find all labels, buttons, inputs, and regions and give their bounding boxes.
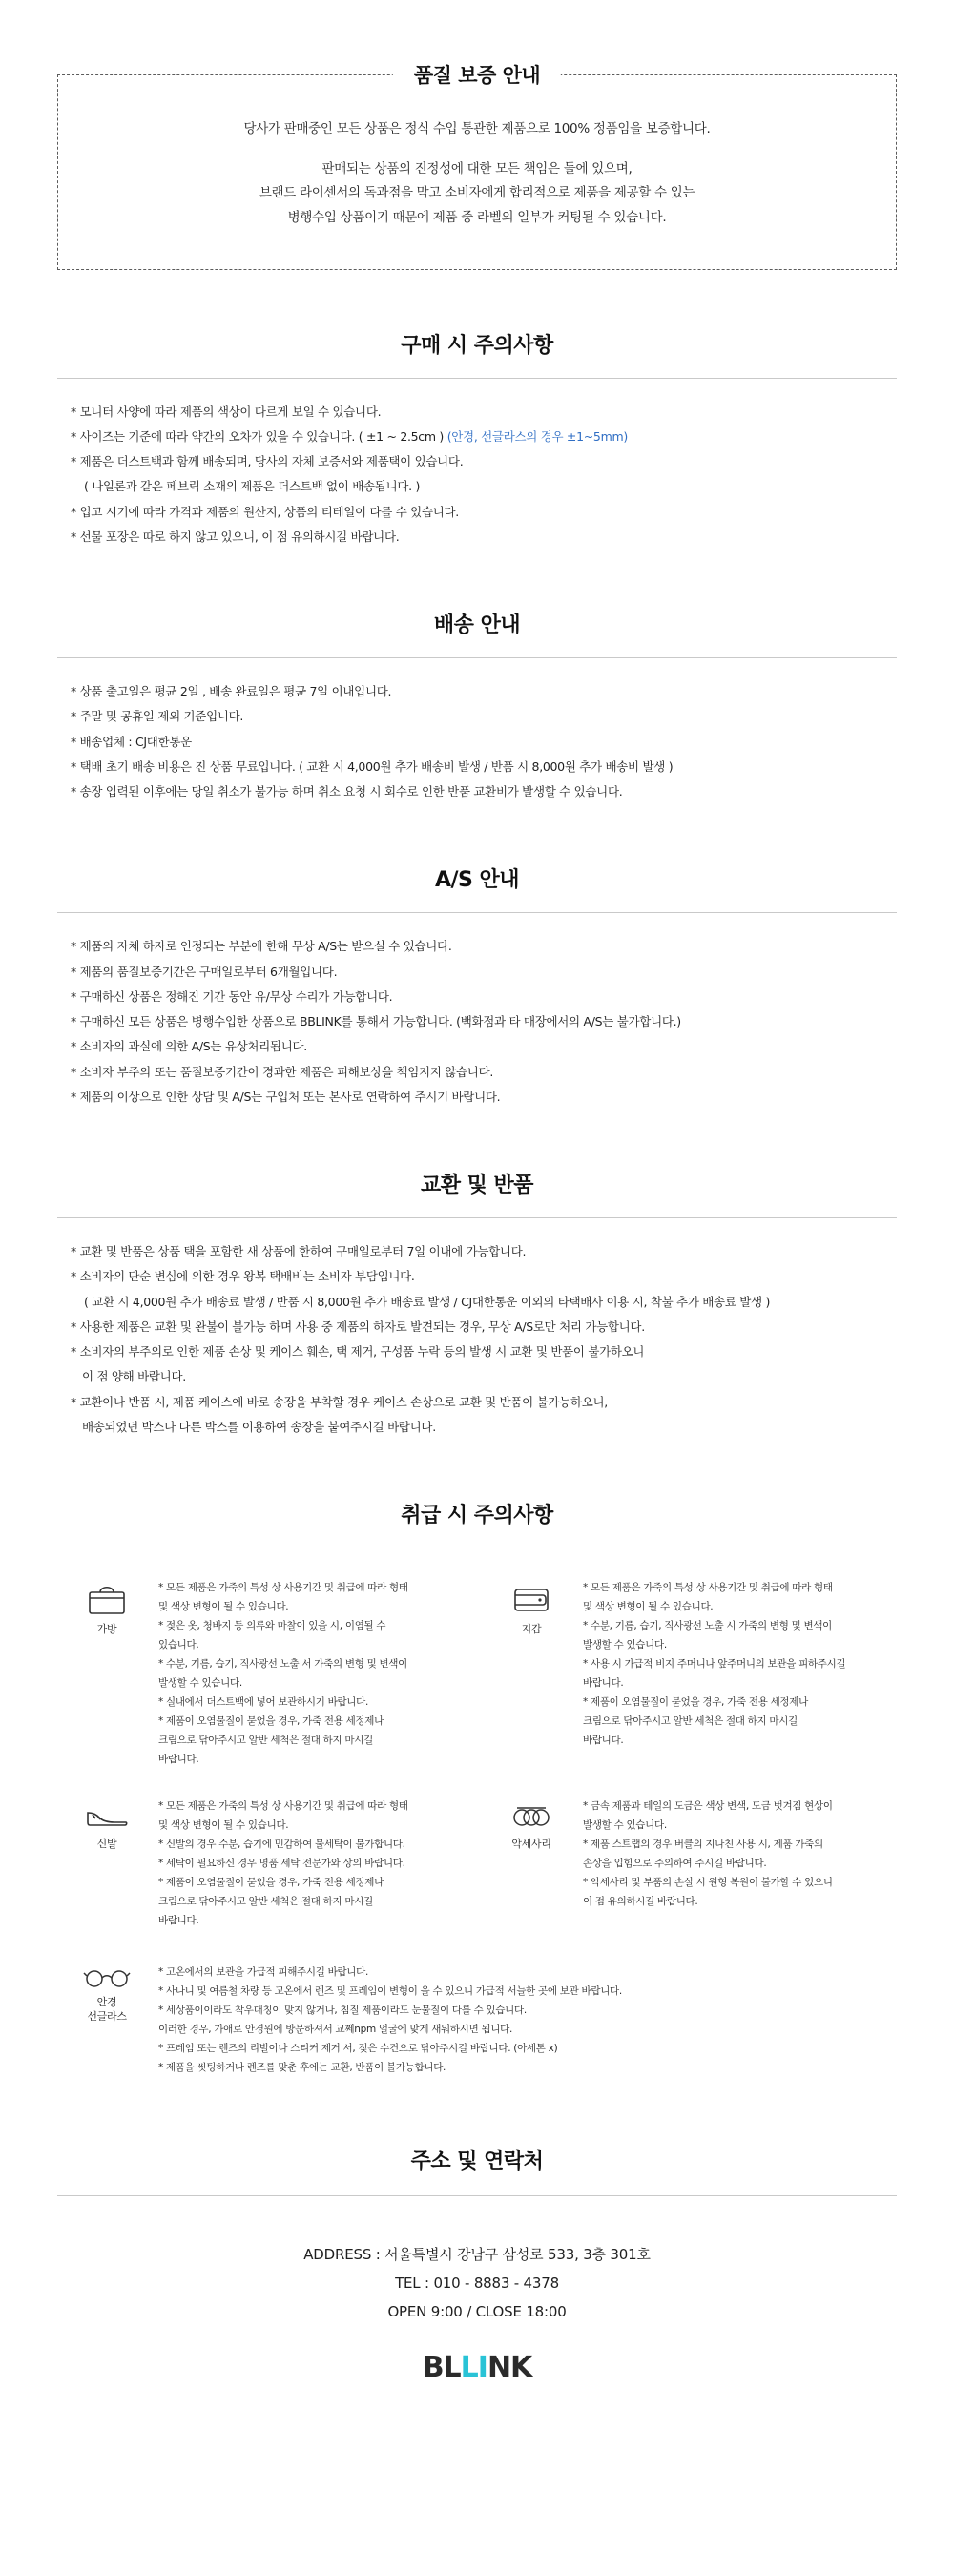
care-text [158, 1796, 408, 1931]
care-text [583, 1796, 833, 1912]
as-list [57, 934, 897, 1110]
list-item [71, 1060, 897, 1085]
care-line: * 금속 제품과 테일의 도금은 색상 변색, 도금 벗겨짐 현상이 [583, 1799, 833, 1812]
list-item [71, 985, 897, 1009]
care-line: 이 점 유의하시길 바랍니다. [583, 1895, 698, 1907]
as-title: A/S 안내 [434, 868, 520, 893]
list-item-text: * 소비자 부주의 또는 품질보증기간이 경과한 제품은 피해보상을 책임지지 않습니다. [71, 1064, 494, 1079]
care-line: 발생할 수 있습니다. [158, 1677, 242, 1690]
care-line: 및 색상 변형이 될 수 있습니다. [158, 1601, 289, 1613]
care-line: * 모든 제품은 가죽의 특성 상 사용기간 및 취급에 따라 형태 [583, 1582, 833, 1594]
care-line: 크림으로 닦아주시고 알반 세척은 절대 하지 마시길 [158, 1735, 373, 1747]
shipping-section [57, 609, 897, 804]
care-text [158, 1962, 622, 2078]
care-caption: 신발 [96, 1837, 117, 1850]
list-item-text: * 사용한 제품은 교환 및 완불이 불가능 하며 사용 중 제품의 하자로 발견되는 경우, 무상 A/S로만 처리 가능합니다. [71, 1319, 645, 1334]
care-line: * 제품이 오염물질이 묻었을 경우, 가죽 전용 세정제나 [158, 1715, 384, 1728]
warranty-line-1: 당사가 판매중인 모든 상품은 정식 수입 통관한 제품으로 100% 정품임을 보증합니다. [243, 121, 711, 136]
care-item-shoe [67, 1796, 463, 1931]
care-line: * 제품이 오염물질이 묻었을 경우, 가죽 전용 세정제나 [583, 1696, 808, 1709]
list-item-text: * 택배 초기 배송 비용은 진 상품 무료입니다. ( 교환 시 4,000원 추가 배송비 발생 / 반품 시 8,000원 추가 배송비 발생 ) [71, 758, 674, 774]
list-item-text: * 구매하신 모든 상품은 병행수입한 상품으로 BBLINK를 통해서 가능합니다. (백화점과 타 매장에서의 A/S는 불가합니다.) [71, 1014, 681, 1029]
address-line: ADDRESS : 서울특별시 강남구 삼성로 533, 3층 301호 [303, 2246, 651, 2264]
care-item-wallet [491, 1577, 887, 1770]
shoe-icon [67, 1796, 147, 1852]
list-item-text: ( 나일론과 같은 페브릭 소재의 제품은 더스트백 없이 배송됩니다. ) [84, 479, 421, 494]
warranty-line-3: 브랜드 라이센서의 독과점을 막고 소비자에게 합리적으로 제품을 제공할 수 있는 [259, 185, 695, 201]
care-line: * 신발의 경우 수분, 습기에 민감하여 물세탁이 불가합니다. [158, 1838, 405, 1850]
warranty-title: 품질 보증 안내 [393, 60, 561, 89]
care-line: * 수분, 기름, 습기, 직사광선 노출 시 가죽의 변형 및 변색이 [583, 1620, 832, 1632]
list-item-text: ( 교환 시 4,000원 추가 배송료 발생 / 반품 시 8,000원 추가 배송료 발생 / CJ대한통운 이외의 타택배사 이용 시, 착불 추가 배송료 발생 ) [84, 1294, 771, 1309]
care-text [583, 1577, 845, 1751]
list-item-text: * 제품의 이상으로 인한 상담 및 A/S는 구입처 또는 본사로 연락하여 주시기 바랍니다. [71, 1089, 501, 1104]
list-item [71, 1390, 897, 1415]
warranty-box [57, 64, 897, 270]
care-line: * 제품을 씻팅하거나 렌즈를 맞춘 후에는 교환, 반품이 불가능합니다. [158, 2062, 446, 2074]
list-item [71, 1315, 897, 1340]
list-item-text: * 제품의 자체 하자로 인정되는 부분에 한해 무상 A/S는 받으실 수 있습니다. [71, 939, 452, 954]
list-item [71, 779, 897, 804]
care-line: * 모든 제품은 가죽의 특성 상 사용기간 및 취급에 따라 형태 [158, 1582, 408, 1594]
list-item-text: * 배송업체 : CJ대한통운 [71, 734, 192, 749]
care-line: 및 색상 변형이 될 수 있습니다. [158, 1818, 289, 1831]
care-line: * 젖은 옷, 청바지 등 의류와 마찰이 있을 시, 이염될 수 [158, 1620, 386, 1632]
care-line: * 실내에서 더스트백에 넣어 보관하시기 바랍니다. [158, 1696, 369, 1709]
contact-lines [57, 2217, 897, 2326]
tel-line[interactable]: TEL : 010 - 8883 - 4378 [395, 2275, 559, 2293]
care-line: * 악세사리 및 부품의 손실 시 원형 복원이 불가할 수 있으니 [583, 1876, 833, 1888]
list-item [71, 1034, 897, 1059]
care-line: * 제품 스트랩의 경우 버클의 지나친 사용 시, 제품 가죽의 [583, 1838, 823, 1850]
glasses-icon [67, 1962, 147, 2025]
care-caption: 안경 선글라스 [87, 1995, 127, 2023]
care-line: 이러한 경우, 가애로 안경원에 방문하셔서 교쩨npm 얼굴에 맞게 새워하시면 됩니다. [158, 2024, 513, 2035]
brand-logo [57, 2351, 897, 2384]
logo-part-2: LI [460, 2351, 487, 2385]
care-line: 발생할 수 있습니다. [583, 1818, 667, 1831]
divider [57, 912, 897, 913]
contact-title: 주소 및 연락처 [410, 2150, 544, 2174]
list-item [71, 400, 897, 425]
care-caption: 악세사리 [511, 1837, 551, 1850]
care-caption: 지갑 [521, 1623, 542, 1636]
list-item [71, 934, 897, 959]
care-line: 및 색상 변형이 될 수 있습니다. [583, 1601, 714, 1613]
shipping-list [57, 679, 897, 804]
list-item [71, 425, 897, 449]
list-item [71, 1264, 897, 1289]
divider [57, 2195, 897, 2196]
divider [57, 378, 897, 379]
list-item-text: * 구매하신 상품은 정해진 기간 동안 유/무상 수리가 가능합니다. [71, 988, 393, 1004]
list-item-text: * 모니터 사양에 따라 제품의 색상이 다르게 보일 수 있습니다. [71, 404, 382, 419]
care-line: 크림으로 닦아주시고 알반 세척은 절대 하지 마시길 [158, 1895, 373, 1907]
logo-part-3: NK [487, 2351, 532, 2385]
bag-icon [67, 1577, 147, 1637]
care-line: 바랍니다. [158, 1754, 199, 1766]
list-item-text: * 소비자의 부주의로 인한 제품 손상 및 케이스 훼손, 택 제거, 구성품 누락 등의 발생 시 교환 및 반품이 불가하오니 [71, 1344, 645, 1360]
list-item-text: * 선물 포장은 따로 하지 않고 있으니, 이 점 유의하시길 바랍니다. [71, 529, 400, 544]
care-line: * 고온에서의 보관을 가급적 피해주시길 바랍니다. [158, 1965, 369, 1978]
list-item-text: * 제품은 더스트백과 함께 배송되며, 당사의 자체 보증서와 제품택이 있습니다. [71, 454, 464, 469]
divider [57, 657, 897, 658]
list-item-text: * 소비자의 단순 변심에 의한 경우 왕복 택배비는 소비자 부담입니다. [71, 1269, 415, 1284]
list-item-text: * 사이즈는 기준에 따라 약간의 오차가 있을 수 있습니다. ( ±1 ~ 2.5cm ) [71, 428, 447, 444]
list-item-text: 이 점 양해 바랍니다. [82, 1369, 186, 1384]
care-line: 발생할 수 있습니다. [583, 1639, 667, 1652]
list-item [71, 960, 897, 985]
wallet-icon [491, 1577, 571, 1637]
list-item [71, 704, 897, 729]
list-item [71, 1415, 897, 1440]
logo-part-1: BL [422, 2351, 461, 2385]
care-line: * 세상품이이라도 착우대칭이 맞지 않거나, 침질 제품이라도 눈물질이 다를 수 있습니다. [158, 2004, 527, 2016]
care-line: 바랍니다. [158, 1914, 199, 1926]
care-line: * 수분, 기름, 습기, 직사광선 노출 서 가죽의 변형 및 변색이 [158, 1658, 407, 1671]
list-item [71, 1364, 897, 1389]
list-item-text: * 제품의 품질보증기간은 구매일로부터 6개월입니다. [71, 964, 338, 979]
list-item [71, 755, 897, 779]
care-line: 크림으로 닦아주시고 알반 세척은 절대 하지 마시길 [583, 1715, 798, 1728]
list-item-text: * 교환 및 반품은 상품 택을 포함한 새 상품에 한하여 구매일로부터 7일 이내에 가능합니다. [71, 1244, 527, 1259]
care-line: * 제품이 오염물질이 묻었을 경우, 가죽 전용 세정제나 [158, 1876, 384, 1888]
list-item-note: (안경, 선글라스의 경우 ±1~5mm) [446, 428, 628, 444]
care-section [57, 1499, 897, 2078]
list-item [71, 1340, 897, 1364]
list-item-text: * 송장 입력된 이후에는 당일 취소가 불가능 하며 취소 요청 시 회수로 인한 반품 교환비가 발생할 수 있습니다. [71, 784, 623, 800]
list-item-sub [71, 1290, 897, 1315]
shipping-title: 배송 안내 [433, 613, 521, 638]
list-item-text: * 상품 출고일은 평균 2일 , 배송 완료일은 평균 7일 이내입니다. [71, 684, 392, 699]
care-text [158, 1577, 408, 1770]
care-line: * 사나니 및 여름철 차량 등 고온에서 렌즈 및 프레임이 변형이 올 수 있으니 가급적 서늘한 곳에 보관 바랍니다. [158, 1984, 622, 1997]
exchange-list [57, 1239, 897, 1440]
exchange-section [57, 1169, 897, 1440]
accessory-icon [491, 1796, 571, 1852]
care-line: 있습니다. [158, 1639, 199, 1652]
list-item [71, 1085, 897, 1110]
care-title: 취급 시 주의사항 [401, 1504, 553, 1528]
list-item-text: 배송되었던 박스나 다른 박스를 이용하여 송장을 붙여주시길 바랍니다. [82, 1419, 436, 1434]
warranty-section [57, 0, 897, 270]
care-item-glasses [67, 1956, 887, 2078]
care-line: 바랍니다. [583, 1735, 624, 1747]
hours-line: OPEN 9:00 / CLOSE 18:00 [387, 2303, 567, 2321]
purchase-section [57, 329, 897, 551]
spacer [96, 142, 858, 157]
care-line: * 프레임 또는 렌즈의 리빌이나 스티커 제거 서, 젖은 수건으로 닦아주시길 바랍니다. (아세톤 x) [158, 2043, 558, 2055]
list-item-text: * 주말 및 공휴일 제외 기준입니다. [71, 709, 244, 724]
list-item [71, 679, 897, 704]
list-item [71, 730, 897, 755]
care-line: * 사용 시 가급적 비지 주머니나 앞주머니의 보관을 피하주시길 [583, 1658, 846, 1671]
list-item-sub [71, 474, 897, 499]
as-section [57, 863, 897, 1110]
care-line: 바랍니다. [583, 1677, 624, 1690]
list-item [71, 449, 897, 474]
warranty-line-4: 병행수입 상품이기 때문에 제품 중 라벨의 일부가 커팅될 수 있습니다. [287, 209, 667, 225]
care-item-accessory [491, 1796, 887, 1931]
purchase-list [57, 400, 897, 551]
care-grid [57, 1573, 897, 2078]
list-item [71, 500, 897, 525]
care-line: 손상을 입힘으로 주의하여 주시길 바랍니다. [583, 1857, 767, 1869]
care-line: * 세탁이 필요하신 경우 명품 세탁 전문가와 상의 바랍니다. [158, 1857, 405, 1869]
care-item-bag [67, 1577, 463, 1770]
list-item-text: * 소비자의 과실에 의한 A/S는 유상처리됩니다. [71, 1039, 307, 1054]
contact-section [57, 2145, 897, 2384]
care-line: * 모든 제품은 가죽의 특성 상 사용기간 및 취급에 따라 형태 [158, 1799, 408, 1812]
warranty-line-2: 판매되는 상품의 진정성에 대한 모든 책임은 돌에 있으며, [321, 160, 633, 177]
list-item [71, 1239, 897, 1264]
exchange-title: 교환 및 반품 [420, 1174, 534, 1198]
list-item [71, 525, 897, 550]
divider [57, 1217, 897, 1218]
care-caption: 가방 [96, 1623, 117, 1636]
list-item [71, 1009, 897, 1034]
list-item-text: * 교환이나 반품 시, 제품 케이스에 바로 송장을 부착할 경우 케이스 손상으로 교환 및 반품이 불가능하오니, [71, 1394, 608, 1409]
purchase-title: 구매 시 주의사항 [401, 333, 553, 358]
list-item-text: * 입고 시기에 따라 가격과 제품의 원산지, 상품의 티테일이 다를 수 있습니다. [71, 504, 459, 519]
